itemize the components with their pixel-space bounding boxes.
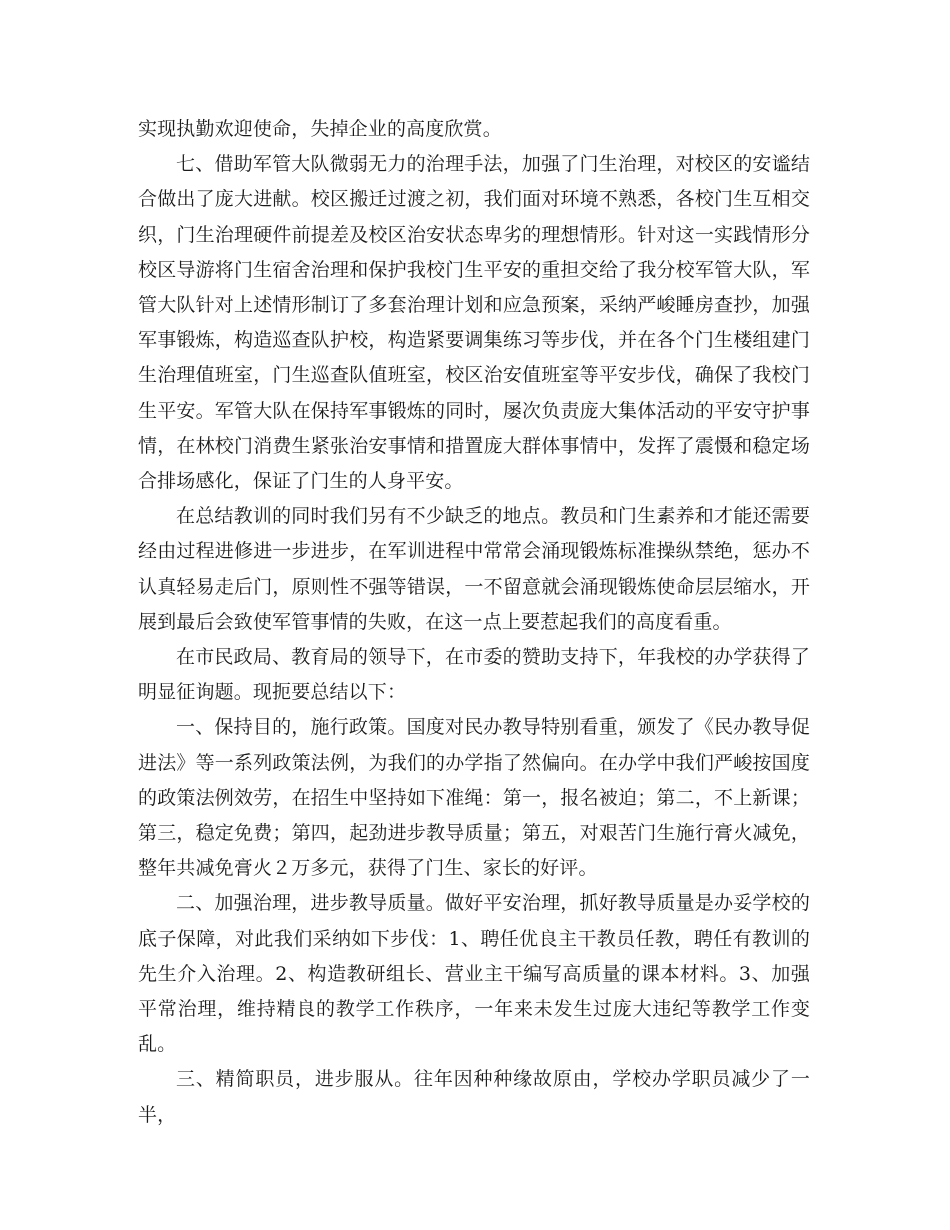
paragraph-policy: 一、保持目的，施行政策。国度对民办教导特别看重，颁发了《民办教导促进法》等一系列政策法例，为我们的办学指了然偏向。在办学中我们严峻按国度的政策法例效劳，在招生中坚持如下准绳：第一，报名被迫；第二，不上新课；第三，稳定免费；第四，起劲进步教导质量；第五，对艰苦门生施行膏火减免，整年共减免膏火２万多元，获得了门生、家长的好评。 — [138, 716, 810, 880]
paragraph-staff-reduction: 三、精简职员，进步服从。往年因种种缘故原由，学校办学职员减少了一半， — [138, 1068, 810, 1126]
paragraph-summary-intro: 在市民政局、教育局的领导下，在市委的赞助支持下，年我校的办学获得了明显征询题。现扼要总结以下： — [138, 646, 810, 704]
paragraph-shortcomings: 在总结教训的同时我们另有不少缺乏的地点。教员和门生素养和才能还需要经由过程进修进一步进步，在军训进程中常常会涌现锻炼标准操纵禁绝，惩办不认真轻易走后门，原则性不强等错误，一不留意就会涌现锻炼使命层层缩水，开展到最后会致使军管事情的失败，在这一点上要惹起我们的高度看重。 — [138, 505, 810, 633]
paragraph-management-quality: 二、加强治理，进步教导质量。做好平安治理，抓好教导质量是办妥学校的底子保障，对此我们采纳如下步伐：1、聘任优良主干教员任教，聘任有教训的先生介入治理。2、构造教研组长、营业主干编写高质量的课本材料。3、加强平常治理，维持精良的教学工作秩序，一年来未发生过庞大违纪等教学工作变乱。 — [138, 892, 810, 1056]
paragraph-military-management: 七、借助军管大队微弱无力的治理手法，加强了门生治理，对校区的安谧结合做出了庞大进献。校区搬迁过渡之初，我们面对环境不熟悉，各校门生互相交织，门生治理硬件前提差及校区治安状态卑劣的理想情形。针对这一实践情形分校区导游将门生宿舍治理和保护我校门生平安的重担交给了我分校军管大队，军管大队针对上述情形制订了多套治理计划和应急预案，采纳严峻睡房查抄，加强军事锻炼，构造巡查队护校，构造紧要调集练习等步伐，并在各个门生楼组建门生治理值班室，门生巡查队值班室，校区治安值班室等平安步伐，确保了我校门生平安。军管大队在保持军事锻炼的同时，屡次负责庞大集体活动的平安守护事情，在林校门消费生紧张治安事情和措置庞大群体事情中，发挥了震慑和稳定场合排场感化，保证了门生的人身平安。 — [138, 153, 810, 493]
paragraph-continuation: 实现执勤欢迎使命，失掉企业的高度欣赏。 — [138, 118, 502, 140]
document-body — [138, 112, 810, 1133]
